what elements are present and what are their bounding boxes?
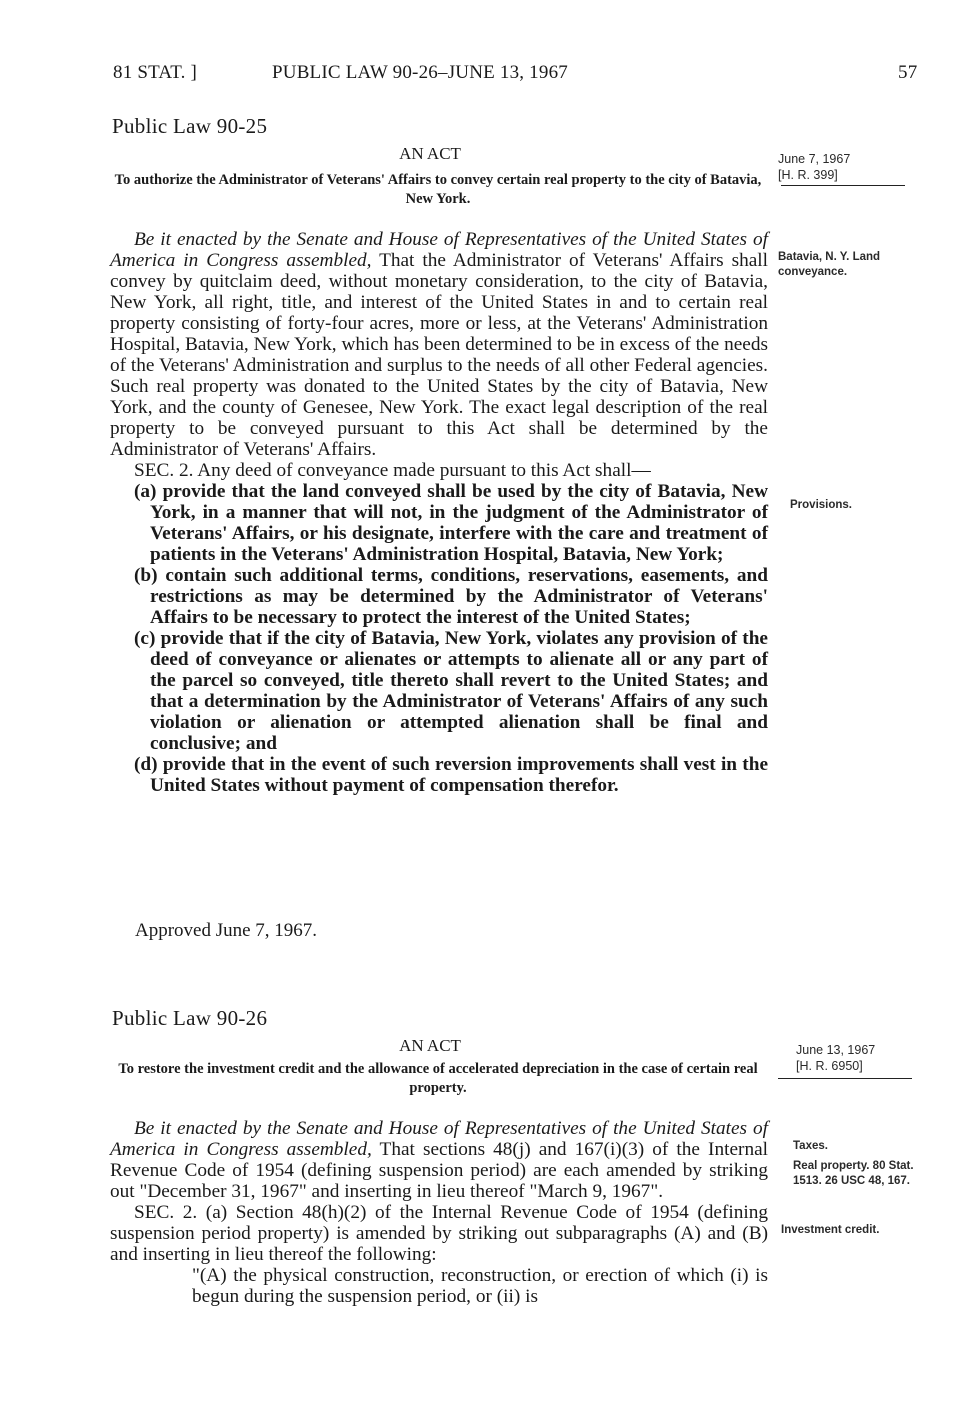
law-title-90-26: Public Law 90-26: [112, 1006, 268, 1030]
section-1-90-25: [110, 229, 768, 460]
provision-c: (c) provide that if the city of Batavia, New York, violates any provision of the deed of conveyance or alienates or attempts to alienate all or any part of the parcel so conveyed, title thereto shall revert to the United States; and that a determination by the Administrator of Veterans' Affairs of any such violation or alienation or attempted alienation shall be final and conclusive; and: [134, 628, 768, 754]
margin-note-provisions: Provisions.: [790, 499, 852, 511]
margin-date-90-26: June 13, 1967: [796, 1043, 876, 1057]
margin-bill-90-26: [H. R. 6950]: [796, 1059, 863, 1073]
provision-d: (d) provide that in the event of such reversion improvements shall vest in the United States without payment of compensation therefor.: [134, 754, 768, 796]
enacting-clause-90-25: Be it enacted by the Senate and House of Representatives of the United States of America in Congress assembled,: [110, 229, 768, 271]
margin-divider: [781, 185, 905, 186]
enacting-clause-90-26: Be it enacted by the Senate and House of Representatives of the United States of America in Congress assembled,: [110, 1118, 768, 1160]
law-body-90-26: [110, 1118, 768, 1307]
margin-note-taxes: Taxes.: [793, 1140, 828, 1152]
section-2-label-90-25: SEC. 2.: [134, 460, 194, 481]
margin-note-batavia: Batavia, N. Y. Land conveyance.: [778, 251, 881, 278]
section-2-text-90-26: (a) Section 48(h)(2) of the Internal Revenue Code of 1954 (defining suspension period property) is amended by striking out subparagraphs (A) and (B) and inserting in lieu thereof the following:: [110, 1202, 768, 1265]
provision-b: (b) contain such additional terms, conditions, reservations, easements, and restrictions as may be determined by the Administrator of Veterans' Affairs to be necessary to protect the interest of the United States;: [134, 565, 768, 628]
law-title-90-25: Public Law 90-25: [112, 114, 268, 138]
section-2-90-26: [110, 1202, 768, 1265]
margin-date-90-25: June 7, 1967: [778, 152, 851, 166]
section-1-text-90-26: That sections 48(j) and 167(i)(3) of the Internal Revenue Code of 1954 (defining suspension period) are each amended by striking out "December 31, 1967" and inserting in lieu thereof "March 9, 1967".: [110, 1139, 768, 1202]
act-purpose-90-25: To authorize the Administrator of Veterans' Affairs to convey certain real property to the city of Batavia, New York.: [114, 172, 762, 207]
page-number: 57: [898, 62, 918, 83]
law-body-90-25: [110, 229, 768, 796]
margin-bill-90-25: [H. R. 399]: [778, 168, 838, 182]
volume-reference: 81 STAT. ]: [113, 62, 198, 83]
section-2-90-25: [110, 460, 768, 481]
act-label-90-25: AN ACT: [399, 144, 461, 163]
margin-note-investment-credit: Investment credit.: [781, 1224, 880, 1236]
quoted-subparagraph: "(A) the physical construction, reconstruction, or erection of which (i) is begun during the suspension period, or (ii) is: [192, 1265, 768, 1307]
section-1-90-26: [110, 1118, 768, 1202]
provision-a: (a) provide that the land conveyed shall be used by the city of Batavia, New York, in a manner that will not, in the judgment of the Administrator of Veterans' Affairs, or his designate, interfere with the care and treatment of patients in the Veterans' Administration Hospital, Batavia, New York;: [134, 481, 768, 565]
section-1-text-90-25: That the Administrator of Veterans' Affairs shall convey by quitclaim deed, without monetary consideration, to the city of Batavia, New York, all right, title, and interest of the United States in and to certain real property consisting of forty-four acres, more or less, at the Veterans' Administration Hospital, Batavia, New York, which has been determined to be in excess of the needs of the Veterans' Administration and surplus to the needs of all other Federal agencies. Such real property was donated to the United States by the city of Batavia, New York, and the county of Genesee, New York. The exact legal description of the real property to be conveyed pursuant to this Act shall be determined by the Administrator of Veterans' Affairs.: [110, 250, 768, 460]
running-title: PUBLIC LAW 90-26–JUNE 13, 1967: [272, 62, 568, 83]
approval-date-90-25: Approved June 7, 1967.: [135, 920, 318, 941]
margin-note-real-property: Real property. 80 Stat. 1513. 26 USC 48, 167.: [793, 1160, 914, 1187]
section-2-text-90-25: Any deed of conveyance made pursuant to this Act shall—: [193, 460, 651, 481]
section-2-label-90-26: SEC. 2.: [134, 1202, 198, 1223]
act-purpose-90-26: To restore the investment credit and the allowance of accelerated depreciation in the case of certain real property.: [118, 1061, 758, 1096]
act-label-90-26: AN ACT: [399, 1036, 461, 1055]
margin-divider: [778, 1078, 912, 1079]
